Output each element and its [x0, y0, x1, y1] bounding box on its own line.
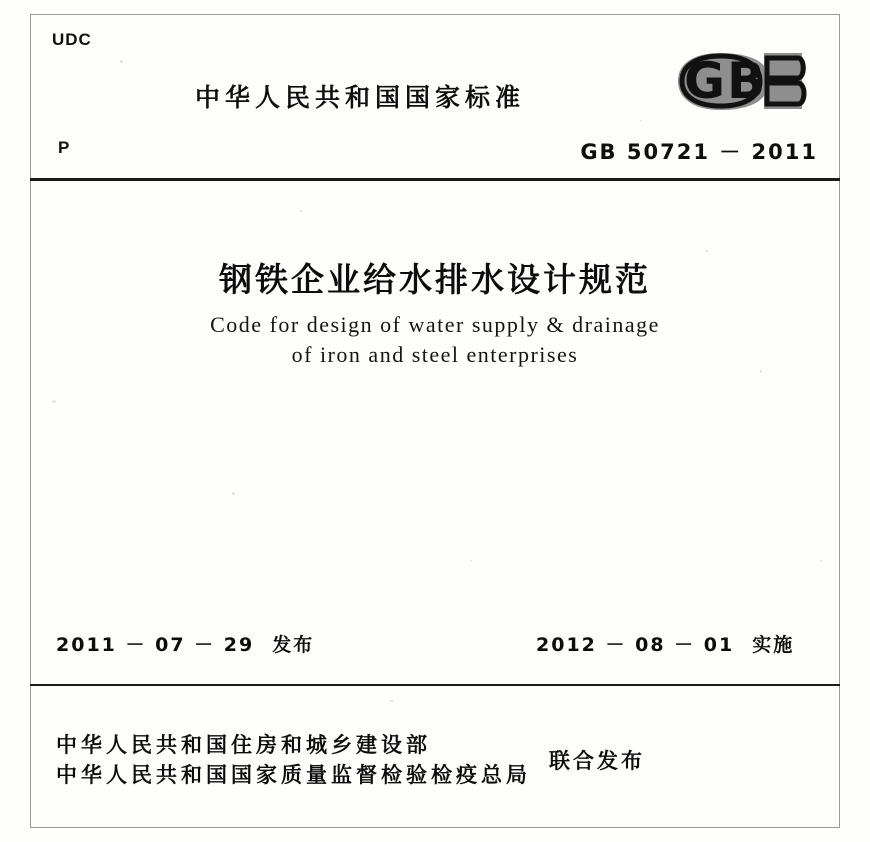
gb-logo — [672, 50, 807, 112]
effective-date: 2012 － 08 － 01 — [536, 634, 735, 656]
title-english-line2: of iron and steel enterprises — [291, 342, 579, 367]
svg-text:GB: GB — [684, 52, 768, 110]
joint-publish-label: 联合发布 — [549, 749, 645, 773]
publisher-block — [56, 730, 756, 790]
issue-date: 2011 － 07 － 29 — [56, 634, 255, 656]
publisher-line-1: 中华人民共和国住房和城乡建设部 — [56, 733, 431, 757]
issue-date-block — [56, 630, 314, 657]
publisher-names — [56, 730, 531, 790]
effective-date-block — [536, 630, 794, 657]
udc-label: UDC — [52, 30, 92, 49]
divider-bottom — [30, 684, 840, 686]
title-english-line1: Code for design of water supply & drainage — [210, 312, 660, 337]
effective-date-word: 实施 — [752, 634, 795, 656]
standard-number: GB 50721 － 2011 — [580, 140, 818, 164]
divider-top — [30, 178, 840, 181]
issue-date-word: 发布 — [272, 634, 315, 656]
publisher-line-2: 中华人民共和国国家质量监督检验检疫总局 — [56, 763, 531, 787]
title-chinese: 钢铁企业给水排水设计规范 — [219, 260, 651, 299]
national-standard-heading: 中华人民共和国国家标准 — [194, 83, 525, 112]
classification-label: P — [58, 138, 70, 157]
title-english — [0, 310, 870, 370]
